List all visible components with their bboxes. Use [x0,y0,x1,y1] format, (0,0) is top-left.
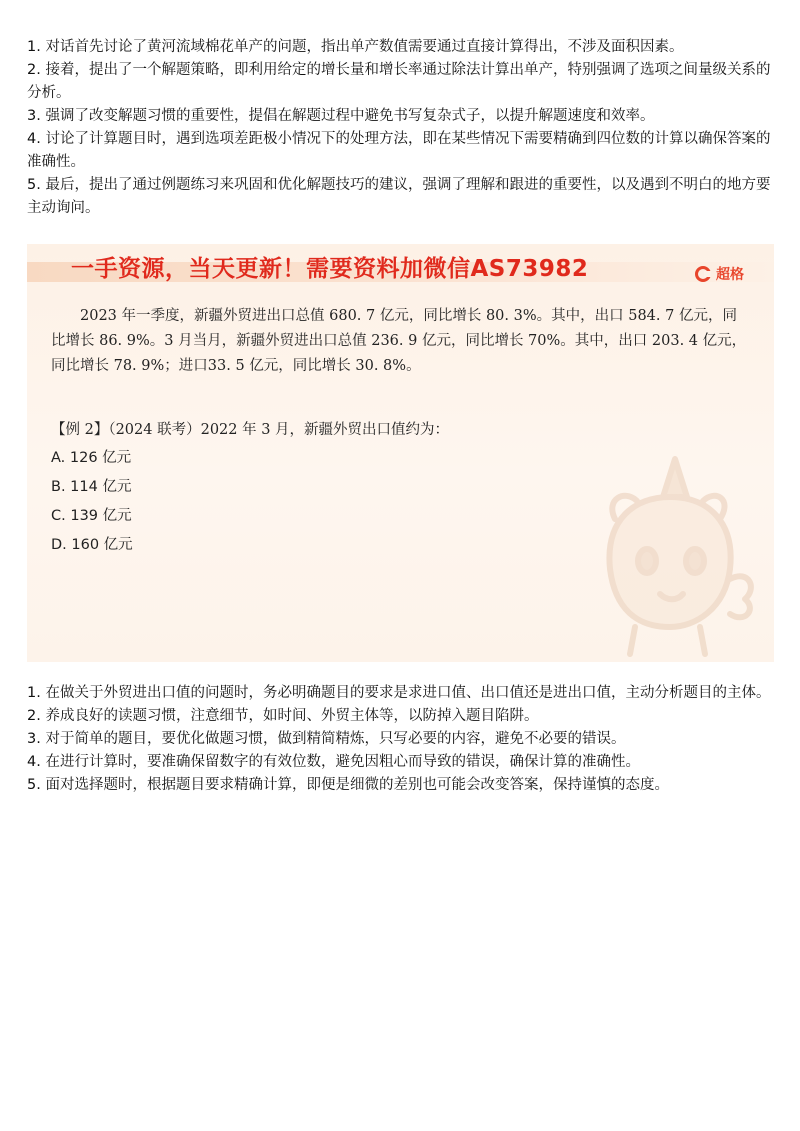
question-stem: 【例 2】（2024 联考）2022 年 3 月，新疆外贸出口值约为： [51,422,450,438]
summary-item: 3. 强调了改变解题习惯的重要性，提倡在解题过程中避免书写复杂式子，以提升解题速度和效率。 [27,108,655,124]
summary-item: 1. 对话首先讨论了黄河流域棉花单产的问题，指出单产数值需要通过直接计算得出，不涉及面积因素。 [27,39,684,55]
tip-item: 5. 面对选择题时，根据题目要求精确计算，即便是细微的差别也可能会改变答案，保持谨慎的态度。 [27,777,669,793]
tip-item: 4. 在进行计算时，要准确保留数字的有效位数，避免因粗心而导致的错误，确保计算的准确性。 [27,754,640,770]
brand-g-icon [695,266,711,282]
mascot-watermark-icon [575,449,760,659]
answer-options [51,444,133,560]
summary-item: 4. 讨论了计算题目时，遇到选项差距极小情况下的处理方法，即在某些情况下需要精确到四位数的计算以确保答案的准确性。 [27,131,771,170]
summary-item: 5. 最后，提出了通过例题练习来巩固和优化解题技巧的建议，强调了理解和跟进的重要性，以及遇到不明白的地方要主动询问。 [27,177,771,216]
summary-list [27,36,771,220]
tips-list [27,682,771,797]
option-c: C. 139 亿元 [51,508,132,524]
tip-item: 1. 在做关于外贸进出口值的问题时，务必明确题目的要求是求进口值、出口值还是进出口值，主动分析题目的主体。 [27,685,771,701]
tip-item: 3. 对于简单的题目，要优化做题习惯，做到精简精炼，只写必要的内容，避免不必要的错误。 [27,731,626,747]
question-image [27,244,774,662]
question-passage: 2023 年一季度，新疆外贸进出口总值 680. 7 亿元，同比增长 80. 3%。其中，出口 584. 7 亿元，同比增长 86. 9%。3 月当月，新疆外贸进出口总值 236. 9 亿元，同比增长 70%。其中，出口 203. 4 亿元，同比增长 78. 9%；进口33. 5 亿元，同比增长 30. 8%。 [51,308,747,374]
tip-item: 2. 养成良好的读题习惯，注意细节，如时间、外贸主体等，以防掉入题目陷阱。 [27,708,539,724]
brand-logo [695,264,744,284]
summary-item: 2. 接着，提出了一个解题策略，即利用给定的增长量和增长率通过除法计算出单产，特别强调了选项之间量级关系的分析。 [27,62,771,101]
brand-name: 超格 [716,267,744,283]
option-b: B. 114 亿元 [51,479,132,495]
option-a: A. 126 亿元 [51,450,132,466]
promo-banner [27,250,774,294]
option-d: D. 160 亿元 [51,537,133,553]
banner-title: 一手资源，当天更新！需要资料加微信AS73982 [71,256,589,282]
